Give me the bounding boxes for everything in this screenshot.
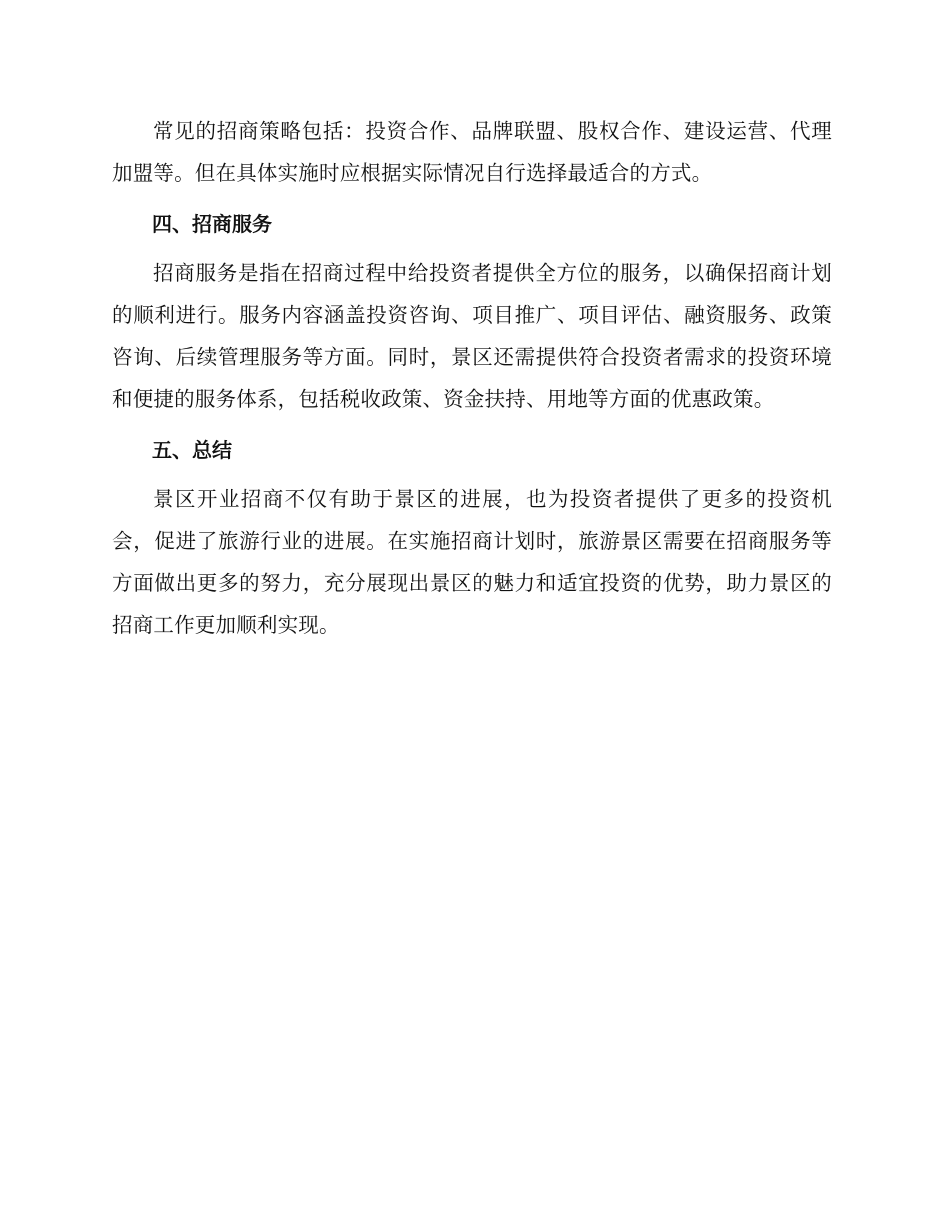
strategy-paragraph: 常见的招商策略包括：投资合作、品牌联盟、股权合作、建设运营、代理加盟等。但在具体实施时应根据实际情况自行选择最适合的方式。 xyxy=(112,119,832,185)
section-four-heading: 四、招商服务 xyxy=(152,212,272,236)
section-five-heading: 五、总结 xyxy=(152,438,232,462)
section-four-paragraph: 招商服务是指在招商过程中给投资者提供全方位的服务，以确保招商计划的顺利进行。服务内容涵盖投资咨询、项目推广、项目评估、融资服务、政策咨询、后续管理服务等方面。同时，景区还需提供符合投资者需求的投资环境和便捷的服务体系，包括税收政策、资金扶持、用地等方面的优惠政策。 xyxy=(112,261,832,411)
section-five-paragraph: 景区开业招商不仅有助于景区的进展，也为投资者提供了更多的投资机会，促进了旅游行业的进展。在实施招商计划时，旅游景区需要在招商服务等方面做出更多的努力，充分展现出景区的魅力和适宜投资的优势，助力景区的招商工作更加顺利实现。 xyxy=(112,487,832,637)
